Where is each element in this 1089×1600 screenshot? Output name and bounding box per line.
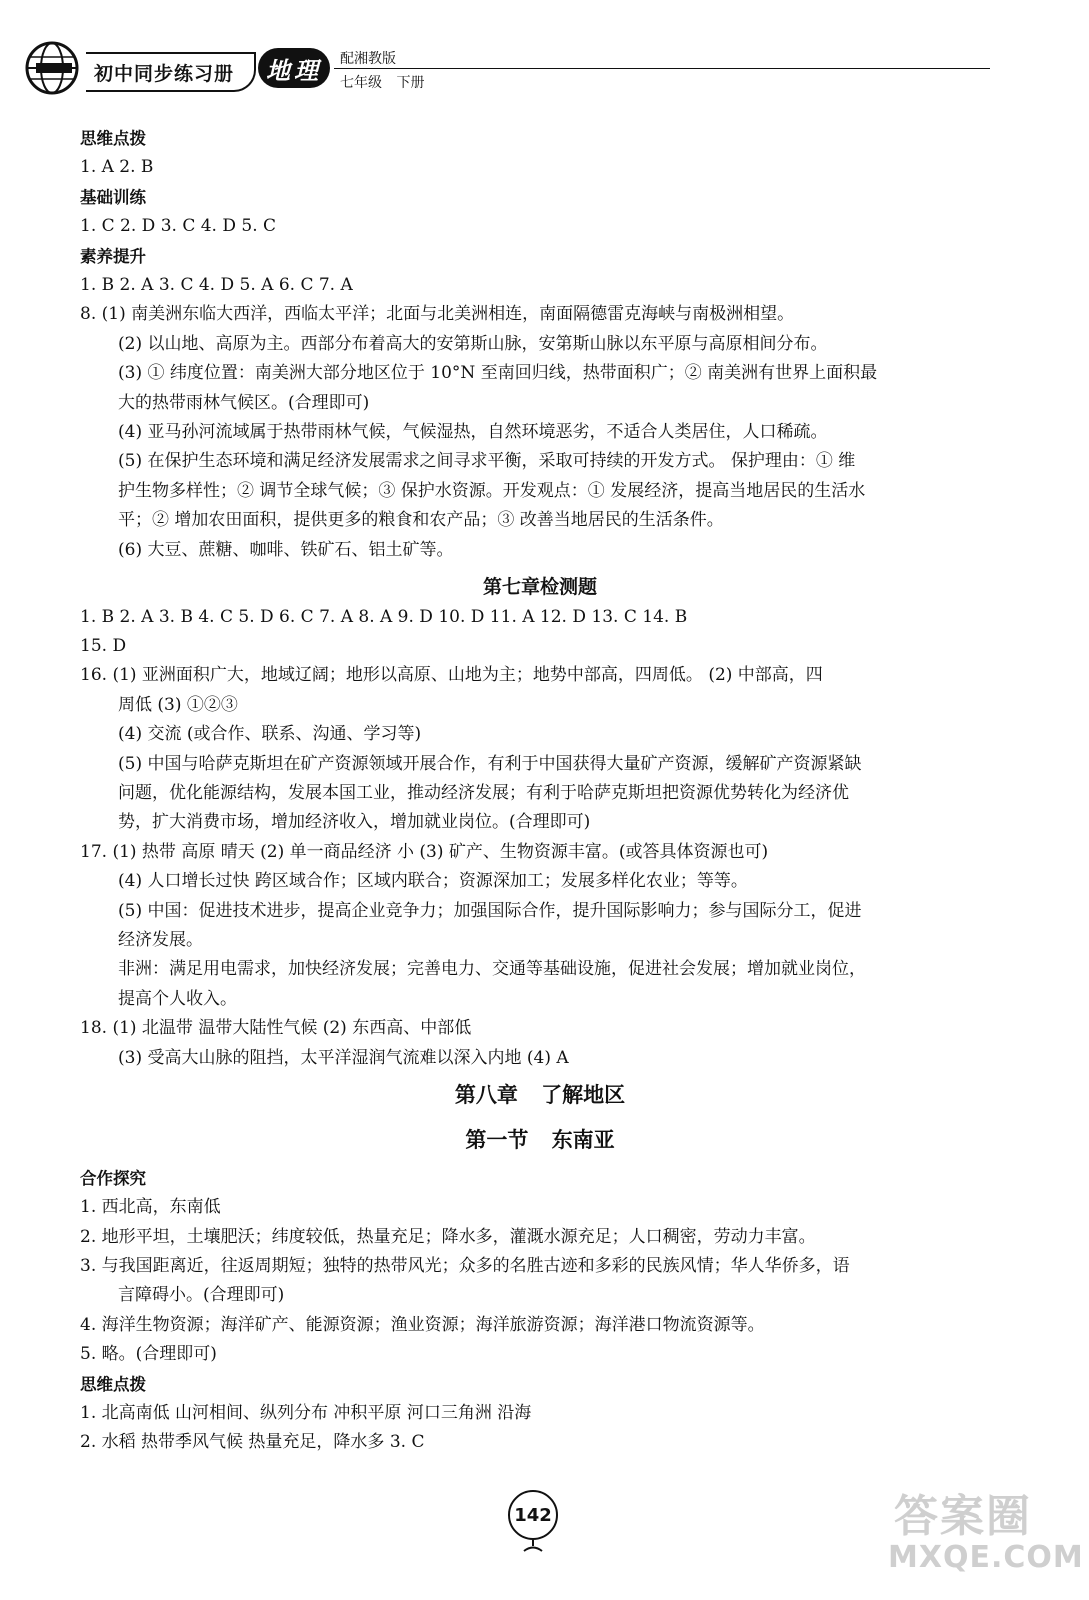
subject-badge: 地理 <box>258 48 330 88</box>
answer-line: (5) 中国与哈萨克斯坦在矿产资源领域开展合作，有利于中国获得大量矿产资源，缓解矿产资源紧缺 <box>118 753 862 774</box>
answer-line: 8. (1) 南美洲东临大西洋，西临太平洋；北面与北美洲相连，南面隔德雷克海峡与南极洲相望。 <box>80 304 795 325</box>
answer-line: (4) 亚马孙河流域属于热带雨林气候，气候湿热，自然环境恶劣，不适合人类居住，人口稀疏。 <box>118 422 828 443</box>
spacer <box>80 1118 1000 1126</box>
answer-line: (4) 人口增长过快 跨区域合作；区域内联合；资源深加工；发展多样化农业；等等。 <box>118 871 748 892</box>
answer-line: 1. 北高南低 山河相间、纵列分布 冲积平原 河口三角洲 沿海 <box>80 1403 532 1424</box>
spacer <box>80 565 1000 573</box>
watermark-logo-text: 答案圈 <box>894 1491 1032 1542</box>
answer-line: 16. (1) 亚洲面积广大，地域辽阔；地形以高原、山地为主；地势中部高，四周低。 (2) 中部高，四 <box>80 665 823 686</box>
section-heading: 基础训练 <box>80 187 146 207</box>
answer-line: 非洲：满足用电需求，加快经济发展；完善电力、交通等基础设施，促进社会发展；增加就业岗位， <box>118 959 866 980</box>
chapter-title: 第一节 东南亚 <box>465 1128 615 1153</box>
answer-line: 18. (1) 北温带 温带大陆性气候 (2) 东西高、中部低 <box>80 1018 472 1039</box>
section-heading: 素养提升 <box>80 246 146 266</box>
answer-line: 势，扩大消费市场，增加经济收入，增加就业岗位。(合理即可) <box>118 812 591 833</box>
spacer <box>80 1073 1000 1081</box>
answer-line: (4) 交流 (或合作、联系、沟通、学习等) <box>118 724 422 745</box>
answer-line: 1. B 2. A 3. B 4. C 5. D 6. C 7. A 8. A 9. D 10. D 11. A 12. D 13. C 14. B <box>80 606 688 627</box>
answer-line: (6) 大豆、蔗糖、咖啡、铁矿石、铝土矿等。 <box>118 539 454 560</box>
answer-line: 3. 与我国距离近，往返周期短；独特的热带风光；众多的名胜古迹和多彩的民族风情；华人华侨多，语 <box>80 1256 850 1277</box>
answer-line: 经济发展。 <box>118 929 203 950</box>
answer-line: 1. B 2. A 3. C 4. D 5. A 6. C 7. A <box>80 275 353 296</box>
page-header <box>0 0 1089 110</box>
answer-line: 问题，优化能源结构，发展本国工业，推动经济发展；有利于哈萨克斯坦把资源优势转化为经济优 <box>118 782 849 803</box>
spacer <box>80 1156 1000 1164</box>
answer-line: (5) 在保护生态环境和满足经济发展需求之间寻求平衡，采取可持续的开发方式。 保护理由：① 维 <box>118 451 856 472</box>
answer-line: 大的热带雨林气候区。(合理即可) <box>118 392 370 413</box>
answer-line: 2. 地形平坦，土壤肥沃；纬度较低，热量充足；降水多，灌溉水源充足；人口稠密，劳动力丰富。 <box>80 1226 816 1247</box>
answer-line: 周低 (3) ①②③ <box>118 694 238 715</box>
page-number-stand-icon <box>520 1540 546 1552</box>
answer-line: (5) 中国：促进技术进步，提高企业竞争力；加强国际合作，提升国际影响力；参与国际分工，促进 <box>118 900 862 921</box>
answer-line: 15. D <box>80 635 127 656</box>
watermark <box>888 1480 1084 1590</box>
answer-line: (3) ① 纬度位置：南美洲大部分地区位于 10°N 至南回归线，热带面积广；② 南美洲有世界上面积最 <box>118 363 878 384</box>
answer-line: 2. 水稻 热带季风气候 热量充足，降水多 3. C <box>80 1432 425 1453</box>
section-heading: 合作探究 <box>80 1168 146 1188</box>
grade-label: 七年级 下册 <box>340 75 425 91</box>
watermark-url: MXQE.COM <box>888 1540 1084 1575</box>
answer-line: (3) 受高大山脉的阻挡，太平洋湿润气流难以深入内地 (4) A <box>118 1047 569 1068</box>
answer-line: 言障碍小。(合理即可) <box>118 1285 285 1306</box>
spacer <box>80 1110 1000 1118</box>
chapter-title: 第八章 了解地区 <box>454 1083 626 1107</box>
answer-line: 17. (1) 热带 高原 晴天 (2) 单一商品经济 小 (3) 矿产、生物资源丰富。(或答具体资源也可) <box>80 841 769 862</box>
test-title: 第七章检测题 <box>482 576 597 599</box>
globe-logo-icon <box>24 40 80 96</box>
section-heading: 思维点拨 <box>80 1374 146 1394</box>
answer-line: 4. 海洋生物资源；海洋矿产、能源资源；渔业资源；海洋旅游资源；海洋港口物流资源等。 <box>80 1314 765 1335</box>
answer-line: 1. 西北高，东南低 <box>80 1197 221 1218</box>
answer-line: 护生物多样性；② 调节全球气候；③ 保护水资源。开发观点：① 发展经济，提高当地居民的生活水 <box>118 480 866 501</box>
answer-line: 1. C 2. D 3. C 4. D 5. C <box>80 216 277 237</box>
answer-line: 提高个人收入。 <box>118 988 237 1009</box>
answer-line: (2) 以山地、高原为主。西部分布着高大的安第斯山脉，安第斯山脉以东平原与高原相间分布。 <box>118 333 828 354</box>
edition-label: 配湘教版 <box>340 51 396 67</box>
series-title: 初中同步练习册 <box>86 52 256 92</box>
page-number: 142 <box>508 1490 558 1540</box>
section-heading: 思维点拨 <box>80 129 146 148</box>
answer-line: 5. 略。(合理即可) <box>80 1344 217 1365</box>
answer-line: 1. A 2. B <box>80 157 154 178</box>
answer-content <box>80 124 1000 1458</box>
header-rule <box>334 68 990 69</box>
answer-line: 平；② 增加农田面积，提供更多的粮食和农产品；③ 改善当地居民的生活条件。 <box>118 510 724 531</box>
